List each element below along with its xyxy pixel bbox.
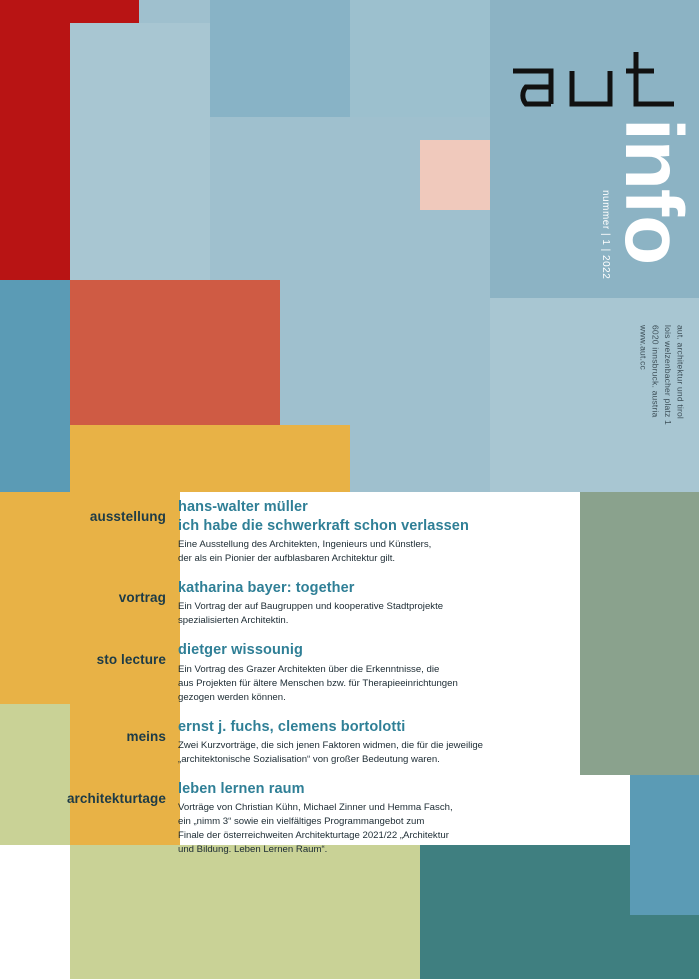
program-body	[178, 579, 578, 628]
program-title-line: ich habe die schwerkraft schon verlassen	[178, 517, 469, 534]
program-body	[178, 498, 578, 566]
bg-block-teal-corner	[630, 915, 699, 979]
program-list	[0, 498, 699, 870]
program-title-line: katharina bayer: together	[178, 579, 355, 596]
program-entry-ausstellung	[0, 498, 699, 566]
program-desc-line: gezogen werden können.	[178, 691, 286, 703]
program-title	[178, 579, 578, 598]
program-desc-line: Ein Vortrag des Grazer Architekten über die Erkenntnisse, die	[178, 663, 440, 675]
aut-logo	[508, 47, 680, 109]
imprint-line-4: www.aut.cc	[638, 325, 649, 370]
program-label: meins	[126, 728, 166, 744]
bg-block-bluegray-upper-left	[70, 23, 210, 280]
program-title	[178, 498, 578, 535]
program-title	[178, 641, 578, 660]
program-desc-line: „architektonische Sozialisation“ von großer Bedeutung waren.	[178, 753, 440, 765]
program-desc-line: Eine Ausstellung des Architekten, Ingenieurs und Künstlers,	[178, 539, 432, 551]
program-title	[178, 718, 578, 737]
program-desc-line: der als ein Pionier der aufblasbaren Architektur gilt.	[178, 553, 396, 564]
program-body	[178, 780, 578, 857]
program-description	[178, 801, 578, 857]
program-description	[178, 663, 578, 705]
imprint-line-3: 6020 innsbruck. austria	[650, 325, 661, 418]
bg-block-blue-mid-top	[350, 0, 490, 117]
program-description	[178, 538, 578, 566]
program-entry-sto-lecture	[0, 641, 699, 704]
program-entry-architekturtage	[0, 780, 699, 857]
imprint-line-1: aut. architektur und tirol	[675, 325, 686, 420]
program-label: sto lecture	[96, 652, 166, 668]
program-title-line: hans-walter müller	[178, 499, 308, 515]
imprint-block	[637, 325, 686, 425]
program-label: vortrag	[118, 589, 166, 605]
program-desc-line: aus Projekten für ältere Menschen bzw. für Therapieeinrichtungen	[178, 677, 458, 689]
program-entry-meins	[0, 718, 699, 767]
program-description	[178, 600, 578, 628]
bg-block-peach-square	[420, 140, 490, 210]
program-label: architekturtage	[66, 790, 166, 806]
info-wordmark: info	[607, 118, 699, 265]
issue-number: nummer | 1 | 2022	[600, 190, 611, 280]
program-desc-line: Vorträge von Christian Kühn, Michael Zinner und Hemma Fasch,	[178, 802, 453, 814]
program-desc-line: Finale der österreichweiten Architekturtage 2021/22 „Architektur	[178, 830, 449, 842]
bg-block-steel-strip-top	[210, 0, 350, 117]
program-label: ausstellung	[89, 509, 166, 524]
program-desc-line: spezialisierten Architektin.	[178, 615, 289, 627]
program-entry-vortrag	[0, 579, 699, 628]
program-desc-line: und Bildung. Leben Lernen Raum“.	[178, 844, 328, 856]
program-title-line: dietger wissounig	[178, 642, 303, 659]
program-desc-line: Ein Vortrag der auf Baugruppen und kooperative Stadtprojekte	[178, 601, 444, 613]
program-desc-line: ein „nimm 3“ sowie ein vielfältiges Programmangebot zum	[178, 816, 425, 828]
program-desc-line: Zwei Kurzvorträge, die sich jenen Faktoren widmen, die für die jeweilige	[178, 740, 484, 752]
program-title-line: leben lernen raum	[178, 780, 305, 797]
program-description	[178, 739, 578, 767]
program-body	[178, 641, 578, 704]
program-body	[178, 718, 578, 767]
program-title-line: ernst j. fuchs, clemens bortolotti	[178, 718, 406, 735]
program-title	[178, 780, 578, 799]
imprint-line-2: lois welzenbacher platz 1	[662, 325, 673, 425]
